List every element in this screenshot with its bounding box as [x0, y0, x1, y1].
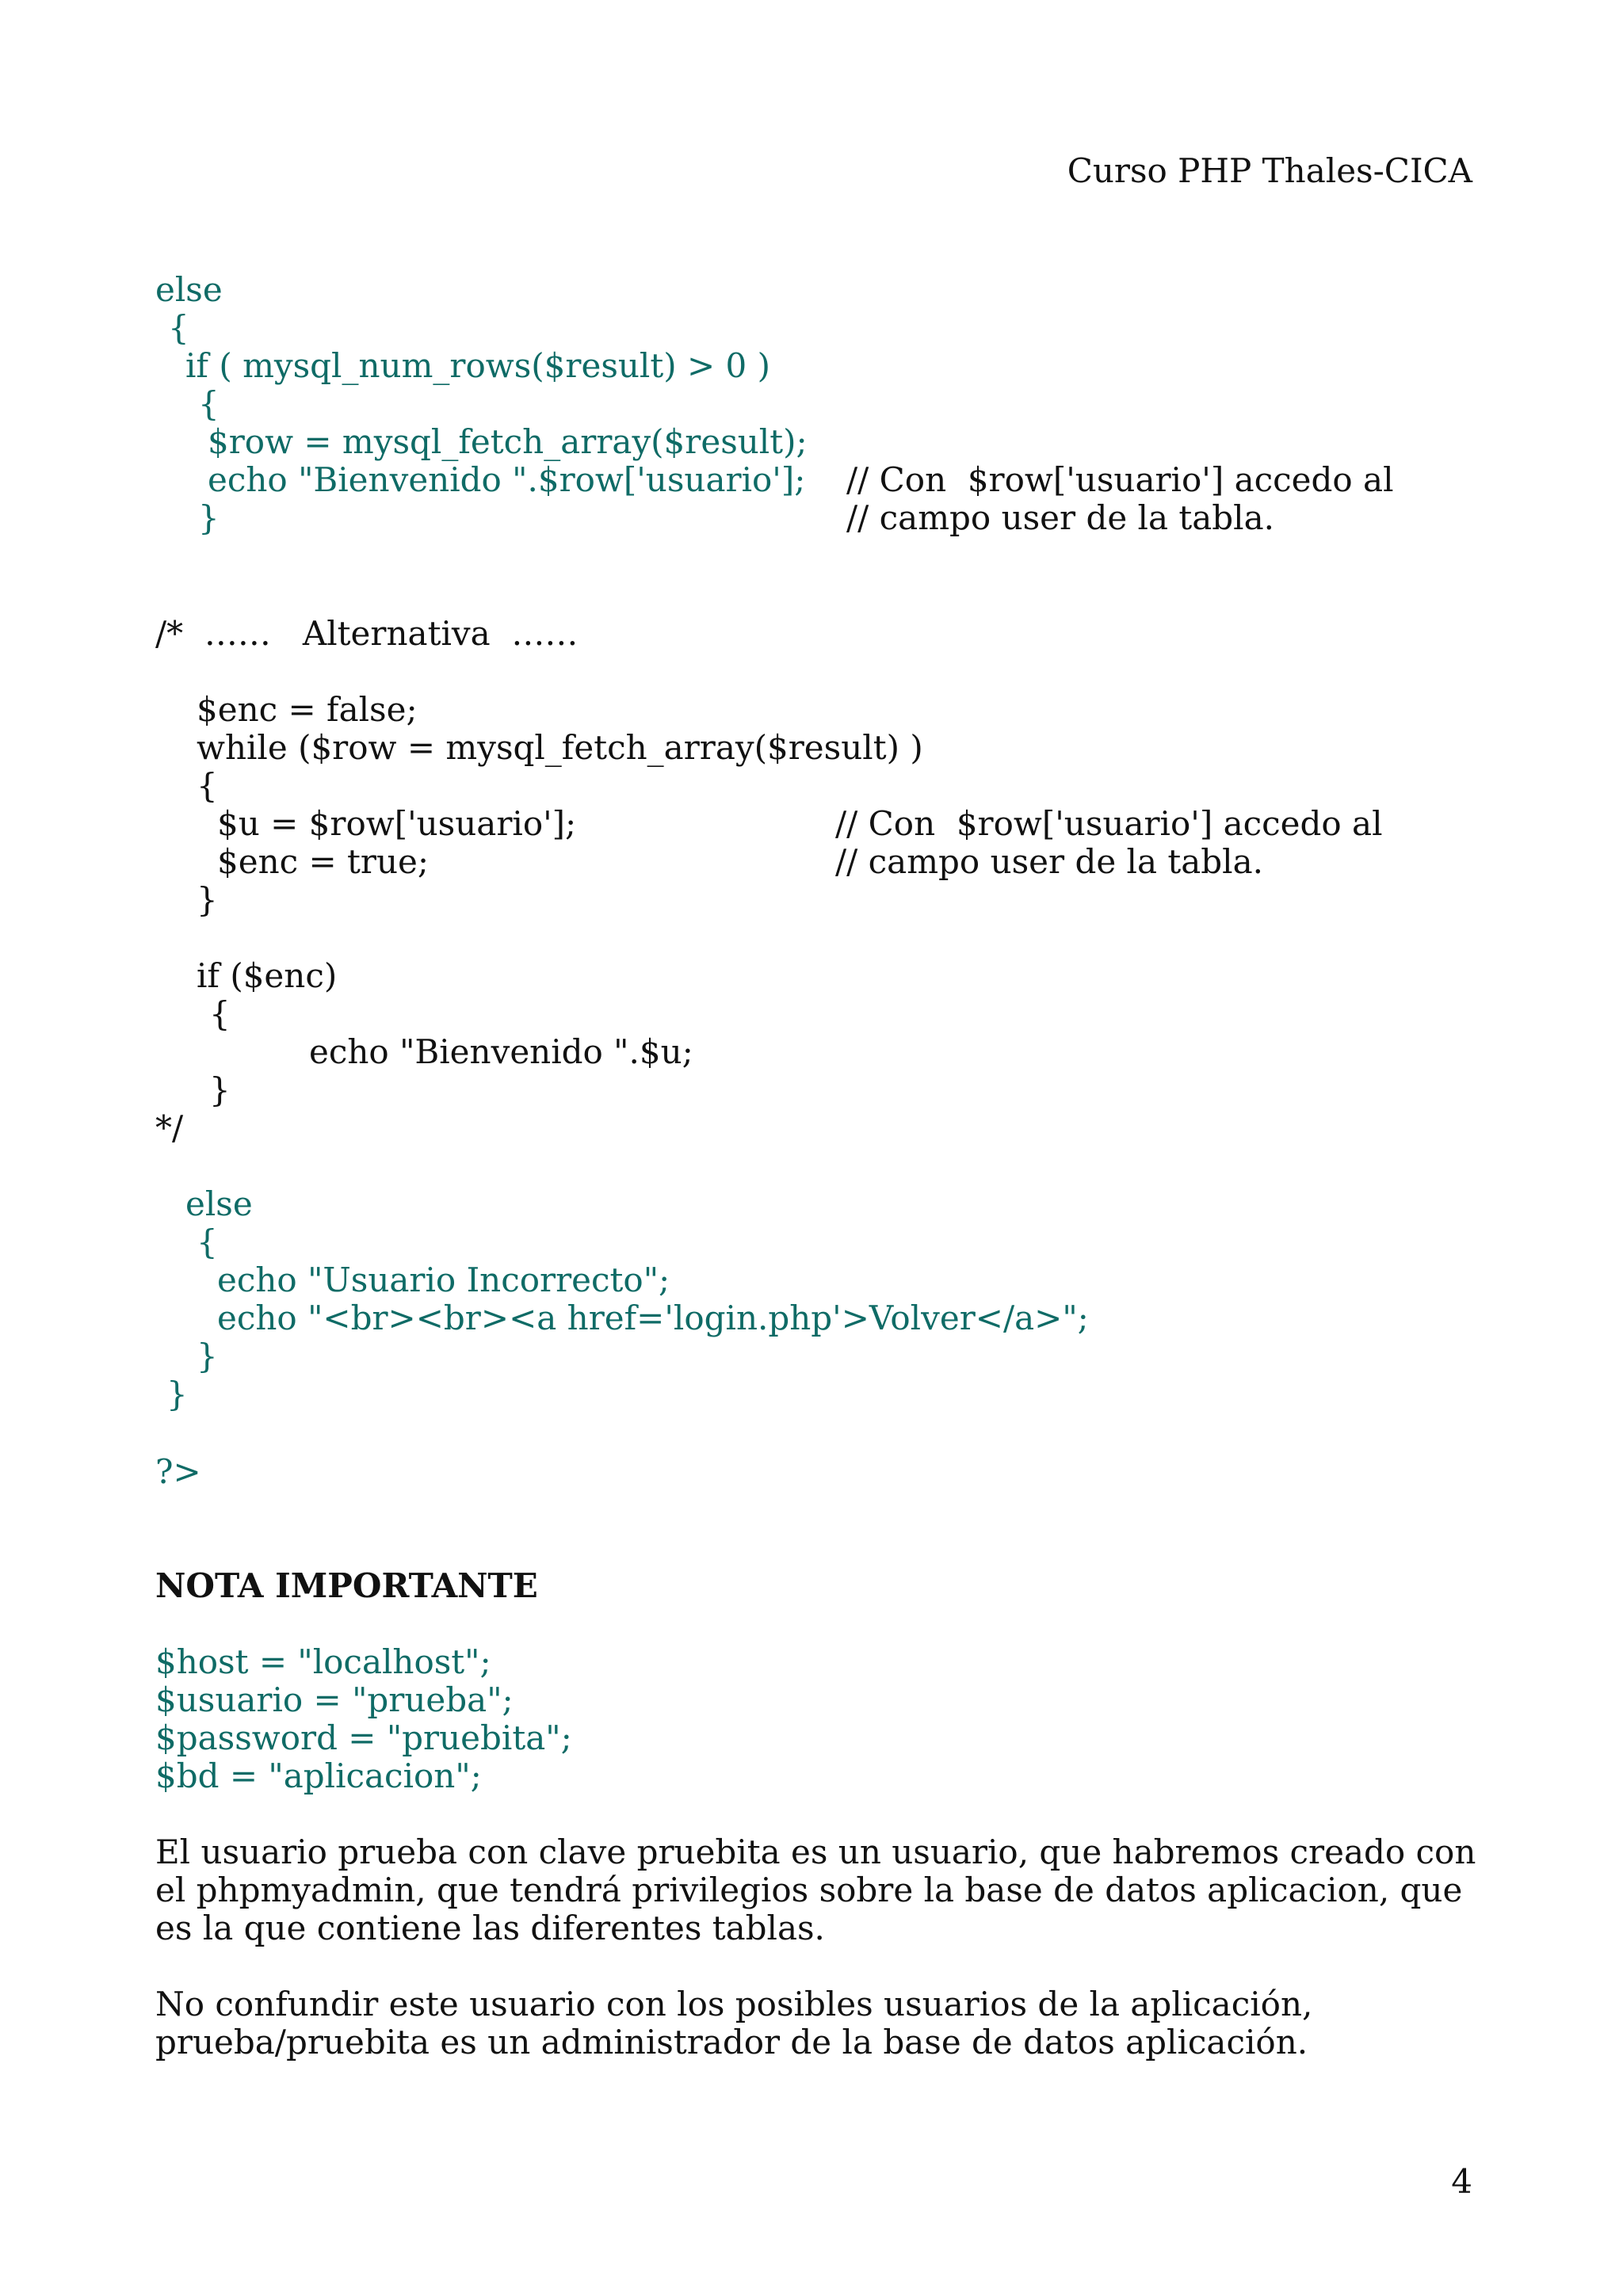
- page-header: Curso PHP Thales-CICA: [1067, 151, 1472, 190]
- paragraph: El usuario prueba con clave pruebita es un usuario, que habremos creado con el phpmyadmin, que tendrá privilegios sobre la base de datos aplicacion, que es la que contiene las diferentes tablas.: [155, 1833, 1476, 1947]
- code-line: echo "Bienvenido ".$row['usuario'];: [208, 460, 806, 499]
- code-line: }: [198, 498, 220, 537]
- code-line: }: [166, 1375, 188, 1413]
- code-line: $row = mysql_fetch_array($result);: [208, 422, 808, 461]
- code-line: {: [168, 308, 189, 347]
- config-line: $host = "localhost";: [155, 1642, 491, 1681]
- code-line: while ($row = mysql_fetch_array($result) ): [197, 728, 923, 767]
- config-line: $password = "pruebita";: [155, 1718, 572, 1757]
- code-line: $enc = false;: [197, 690, 418, 729]
- code-line: */: [155, 1108, 184, 1147]
- code-line: if ($enc): [197, 956, 338, 995]
- code-line: {: [197, 1222, 218, 1261]
- code-line: /* …… Alternativa ……: [155, 614, 579, 653]
- code-line: if ( mysql_num_rows($result) > 0 ): [185, 346, 770, 385]
- section-heading: NOTA IMPORTANTE: [155, 1566, 538, 1605]
- code-line: {: [198, 384, 220, 423]
- paragraph: No confundir este usuario con los posibles usuarios de la aplicación, prueba/pruebita es un administrador de la base de datos aplicación.: [155, 1985, 1313, 2061]
- code-line: }: [197, 1337, 218, 1375]
- code-line: }: [197, 880, 218, 919]
- code-line: {: [197, 766, 218, 805]
- code-line: {: [209, 994, 231, 1033]
- code-line: $enc = true;: [217, 842, 430, 881]
- page-number: 4: [1451, 2162, 1472, 2201]
- code-line: echo "<br><br><a href='login.php'>Volver</a>";: [217, 1299, 1089, 1337]
- config-line: $usuario = "prueba";: [155, 1680, 514, 1719]
- code-line: echo "Usuario Incorrecto";: [217, 1261, 670, 1299]
- code-comment: // Con $row['usuario'] accedo al: [846, 460, 1394, 499]
- code-line: else: [185, 1184, 253, 1223]
- code-comment: // campo user de la tabla.: [835, 842, 1263, 881]
- config-line: $bd = "aplicacion";: [155, 1756, 482, 1795]
- code-line: $u = $row['usuario'];: [217, 804, 577, 843]
- code-comment: // Con $row['usuario'] accedo al: [835, 804, 1383, 843]
- code-line: }: [209, 1070, 231, 1109]
- code-line: echo "Bienvenido ".$u;: [309, 1032, 693, 1071]
- code-comment: // campo user de la tabla.: [846, 498, 1274, 537]
- code-line: ?>: [155, 1452, 201, 1491]
- code-line: else: [155, 270, 223, 309]
